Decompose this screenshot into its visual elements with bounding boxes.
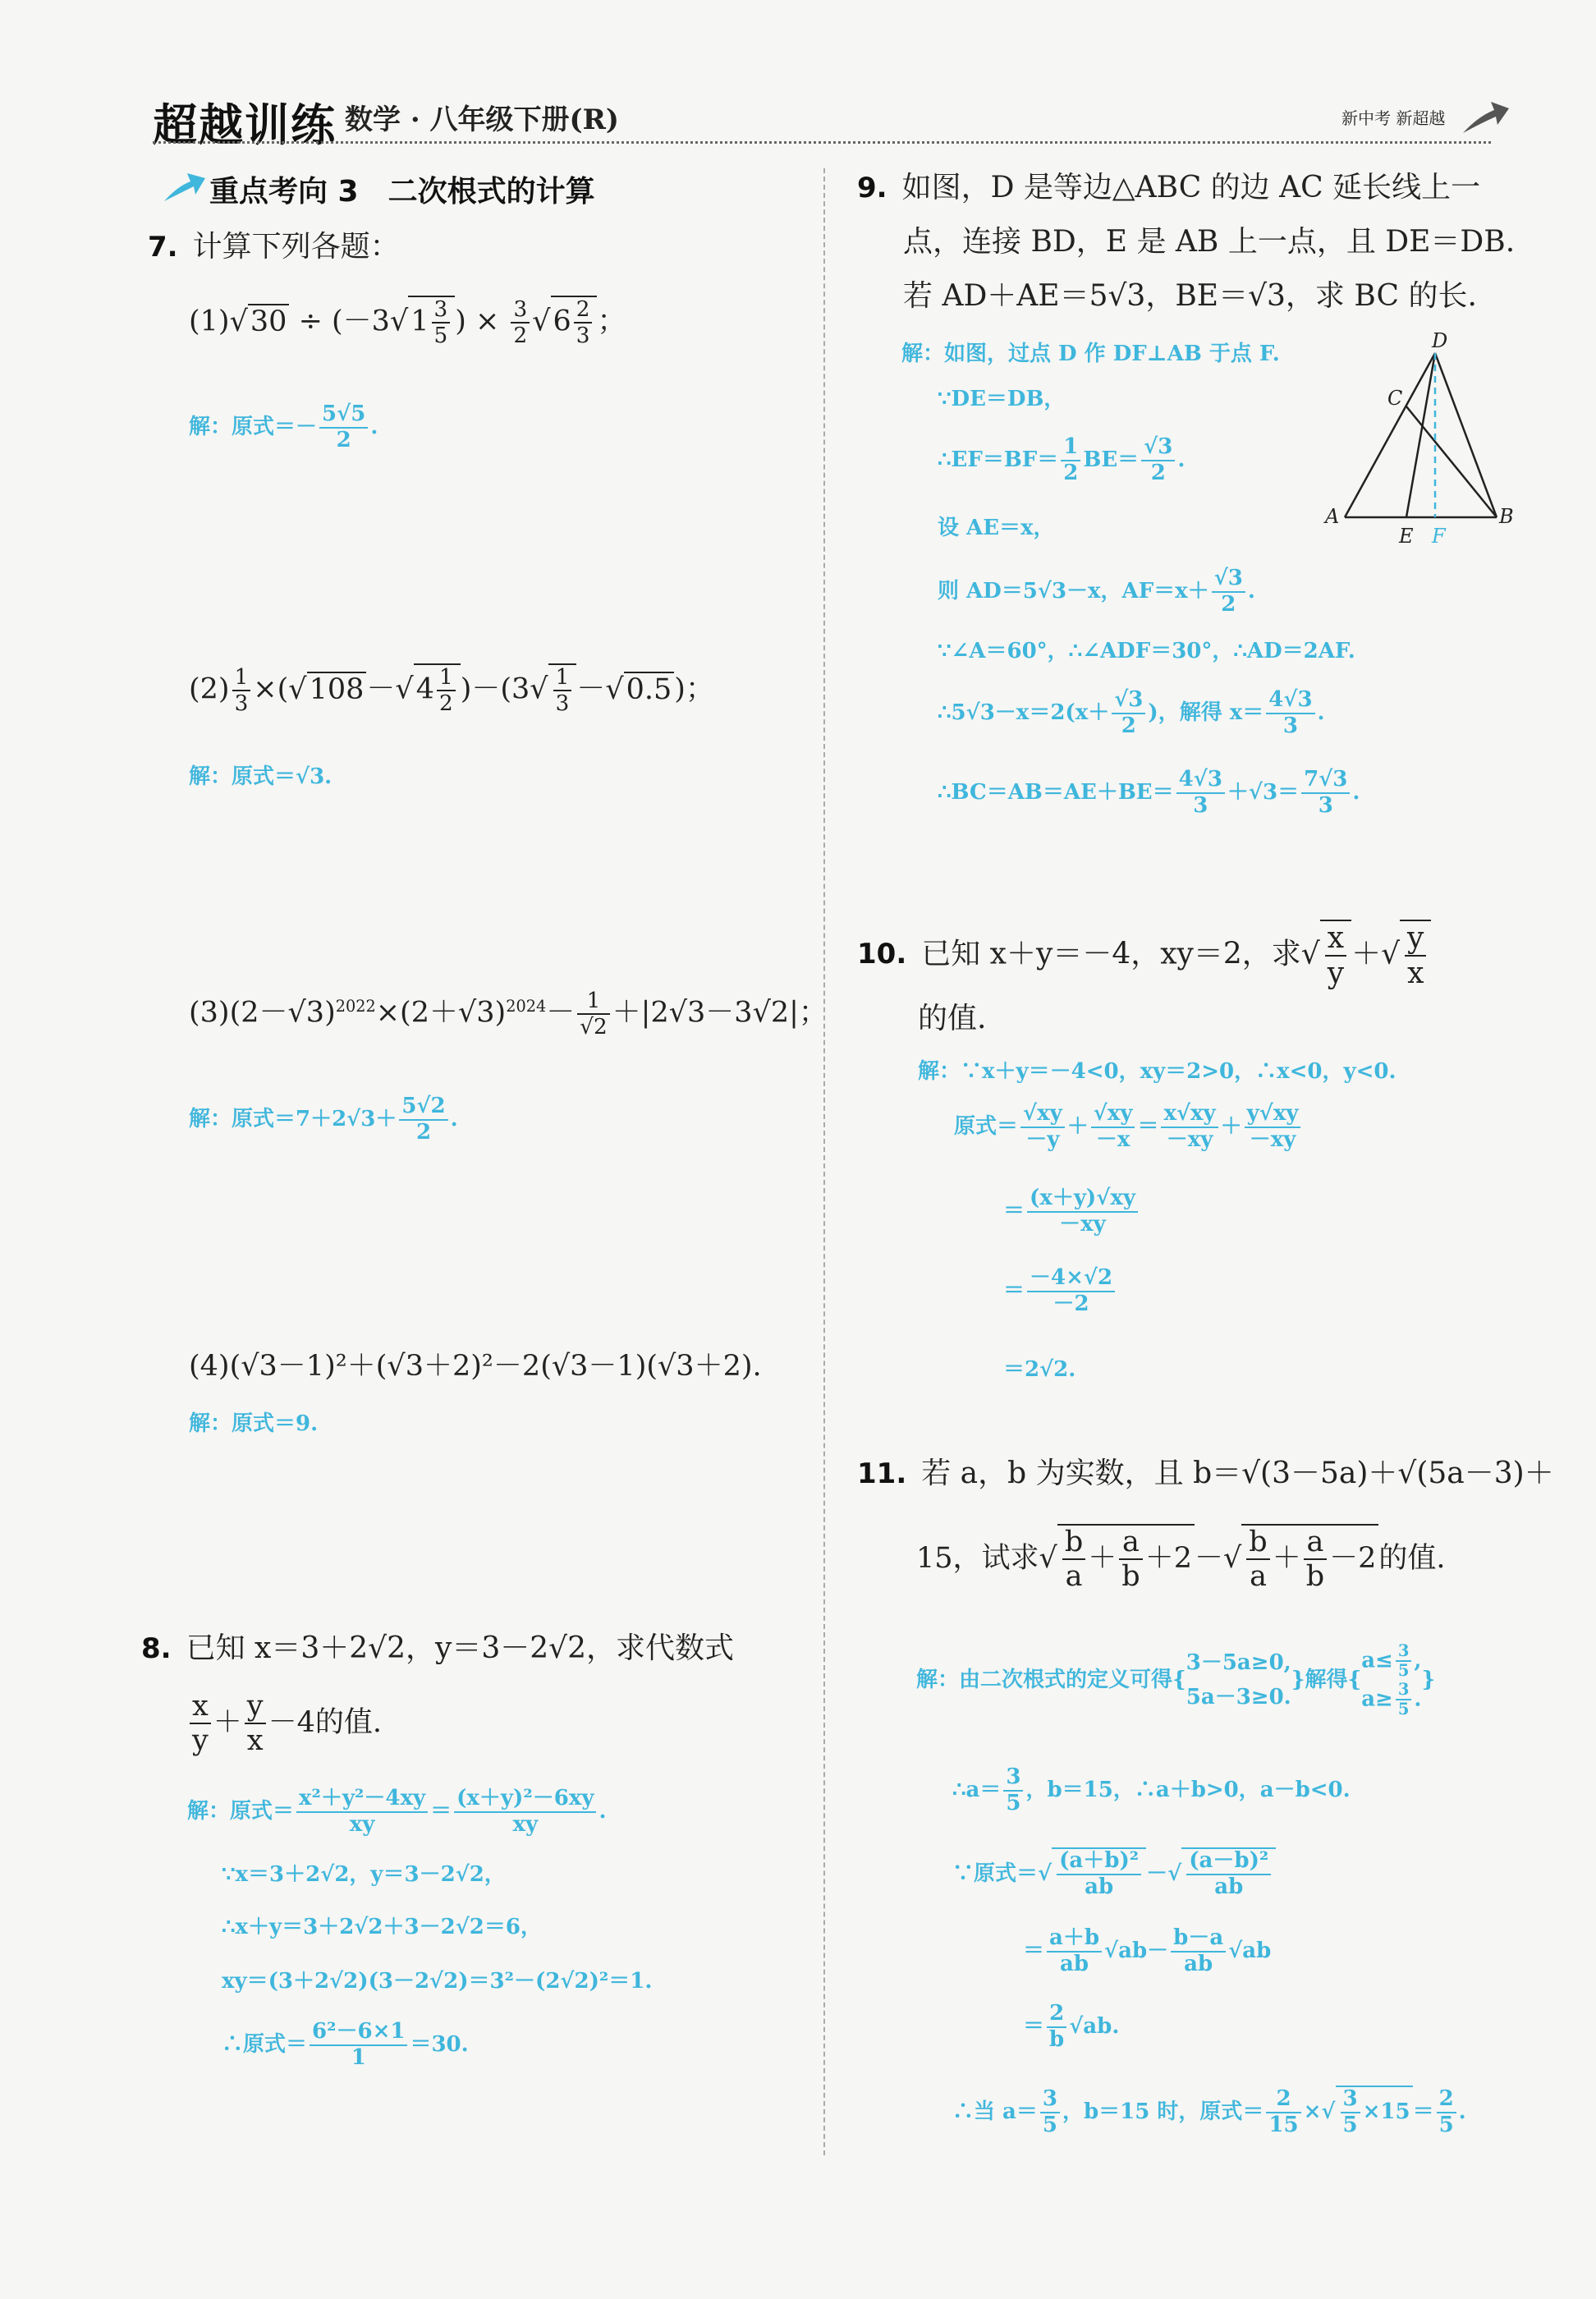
brand-title: 超越训练	[153, 99, 337, 151]
question-8	[141, 1622, 734, 1676]
q7-part-1: (1)√30 ÷ (－3√1 $\frac{3}{5}$ ) × $\frac{3}{2}$ √6 $\frac{2}{3}$ ；	[189, 297, 626, 349]
label-C: C	[1387, 387, 1403, 410]
column-divider	[823, 168, 825, 2155]
question-number: 10.	[857, 938, 907, 971]
question-10: 10. 已知 x＋y＝－4，xy＝2，求√ $\frac{x}{y}$ ＋√ $\frac{y}{x}$	[857, 920, 1431, 991]
triangle-diagram	[1320, 329, 1514, 548]
question-text: 计算下列各题：	[192, 230, 400, 264]
q10-answer-line-4: ＝ $\frac{-4\times√2}{-2}$	[1003, 1266, 1117, 1317]
q8-answer-line-5: ∴原式＝ $\frac{\text{6²－6×1}}{1}$ ＝30.	[222, 2019, 469, 2070]
label-D: D	[1432, 329, 1448, 352]
q9-answer-line-1: 解：如图，过点 D 作 DF⊥AB 于点 F.	[901, 342, 1280, 366]
q10-tail: 的值.	[918, 1002, 987, 1035]
section-title: 重点考向 3 二次根式的计算	[209, 175, 595, 209]
label-A: A	[1325, 505, 1340, 528]
label-B: B	[1499, 505, 1514, 528]
q10-answer-line-1: 解：∵x＋y＝－4<0，xy＝2>0，∴x<0，y<0.	[918, 1059, 1396, 1084]
q10-answer-line-3: ＝ $\frac{(x+y)√xy}{-xy}$	[1003, 1186, 1140, 1237]
part-label: (3)	[189, 996, 230, 1030]
q11-answer-line-4: ＝ $\frac{a+b}{ab}$ √ab－ $\frac{b-a}{ab}$ √ab	[1023, 1925, 1272, 1976]
question-9: 9. 如图，D 是等边△ABC 的边 AC 延长线上一 点，连接 BD，E 是 AB 上一点，且 DE＝DB. 若 AD＋AE＝5√3，BE＝√3，求 BC 的长.	[857, 171, 1516, 313]
part-label: (1)	[189, 305, 230, 338]
q8-answer-line-2: ∵x＝3＋2√2，y＝3－2√2，	[222, 1862, 506, 1887]
question-number: 11.	[857, 1457, 907, 1490]
q9-answer-line-8: ∴BC＝AB＝AE＋BE＝ $\frac{4√3}{3}$ ＋√3＝ $\frac{7√3}{3}$ .	[938, 767, 1360, 818]
q10-answer-line-2: 原式＝ $\frac{√xy}{-y}$ ＋ $\frac{√xy}{-x}$ ＝ $\frac{x√xy}{-xy}$ ＋ $\frac{y√xy}{-xy}$	[954, 1102, 1303, 1153]
arrow-icon	[163, 168, 207, 206]
q7-answer-2: 解：原式＝√3.	[189, 764, 332, 789]
q9-answer-line-2: ∵DE＝DB，	[938, 387, 1066, 411]
q7-answer-3: 解：原式＝7＋2√3＋ $\frac{5√2}{2}$ .	[189, 1094, 458, 1145]
q11-answer-line-1: 解：由二次根式的定义可得{3－5a≥0, 5a－3≥0.}解得{a≤ $\frac{3}{5}$ , a≥ $\frac{3}{5}$ .}	[916, 1641, 1436, 1719]
q8-answer-line-1: 解：原式＝ $\frac{\text{x²＋y²－4xy}}{xy}$ ＝ $\frac{\text{(x＋y)²－6xy}}{xy}$ .	[187, 1786, 607, 1837]
q9-answer-line-3: ∴EF＝BF＝ $\frac{1}{2}$ BE＝ $\frac{√3}{2}$ .	[938, 434, 1186, 485]
question-number: 9.	[857, 172, 887, 204]
label-E: E	[1399, 525, 1414, 548]
q11-answer-line-2: ∴a＝ $\frac{3}{5}$ ，b＝15，∴a＋b>0，a－b<0.	[952, 1764, 1351, 1815]
series-slogan: 新中考 新超越	[1341, 108, 1446, 128]
question-7	[148, 220, 400, 274]
q7-part-2: (2) $\frac{1}{3}$ ×(√108－√4 $\frac{1}{2}$ )－(3√ $\frac{1}{3}$ －√0.5)；	[189, 665, 714, 717]
label-F: F	[1432, 525, 1446, 548]
q11-answer-line-6: ∴当 a＝ $\frac{3}{5}$ ，b＝15 时，原式＝ $\frac{2}{15}$ ×√ $\frac{3}{5}$ ×15 ＝ $\frac{2}{5}$ .	[952, 2086, 1466, 2137]
question-number: 7.	[148, 231, 178, 264]
q7-answer-4: 解：原式＝9.	[189, 1411, 319, 1436]
q7-part-4: (4)(√3－1)²＋(√3＋2)²－2(√3－1)(√3＋2).	[189, 1350, 762, 1383]
q8-answer-line-3: ∴x＋y＝3＋2√2＋3－2√2＝6，	[222, 1915, 542, 1939]
q9-answer-line-7: ∴5√3－x＝2(x＋ $\frac{√3}{2}$ )，解得 x＝ $\frac{4√3}{3}$ .	[938, 687, 1325, 738]
question-number: 8.	[141, 1632, 172, 1665]
q7-part-3: $(3)(2-√3)^{2022}\times(2+√3)^{2024}-$ $\frac{1}{√2}$ ＋|2√3－3√2|；	[189, 989, 828, 1040]
q9-answer-line-5: 则 AD＝5√3－x，AF＝x＋ $\frac{√3}{2}$ .	[938, 566, 1255, 617]
q9-answer-line-4: 设 AE＝x，	[938, 516, 1055, 540]
q11-expression: 15，试求√ $\frac{b}{a}$ ＋ $\frac{a}{b}$ ＋2－√ $\frac{b}{a}$ ＋ $\frac{a}{b}$ －2的值.	[916, 1526, 1446, 1594]
q10-answer-line-5: ＝2√2.	[1003, 1357, 1076, 1382]
header-divider	[153, 141, 1491, 144]
q9-answer-line-6: ∵∠A＝60°，∴∠ADF＝30°，∴AD＝2AF.	[938, 639, 1355, 663]
q8-expression: $\frac{x}{y}$ ＋ $\frac{y}{x}$ －4的值.	[187, 1690, 382, 1758]
book-subtitle: 数学 · 八年级下册(R)	[345, 103, 619, 136]
q11-answer-line-5: ＝ $\frac{2}{b}$ √ab.	[1023, 2001, 1120, 2052]
q11-answer-line-3: ∵原式＝√ $\frac{\text{(a＋b)²}}{ab}$ －√ $\frac{\text{(a－b)²}}{ab}$	[952, 1847, 1276, 1900]
question-text: 已知 x＝3＋2√2，y＝3－2√2，求代数式	[186, 1631, 734, 1665]
q8-answer-line-4: xy＝(3＋2√2)(3－2√2)＝3²－(2√2)²＝1.	[222, 1969, 653, 1994]
arrow-icon	[1461, 92, 1511, 141]
q7-answer-1: 解：原式＝－ $\frac{5√5}{2}$ .	[189, 402, 378, 452]
question-11: 11. 若 a，b 为实数，且 b＝√(3－5a)＋√(5a－3)＋	[857, 1457, 1554, 1490]
part-label: (2)	[189, 672, 230, 706]
